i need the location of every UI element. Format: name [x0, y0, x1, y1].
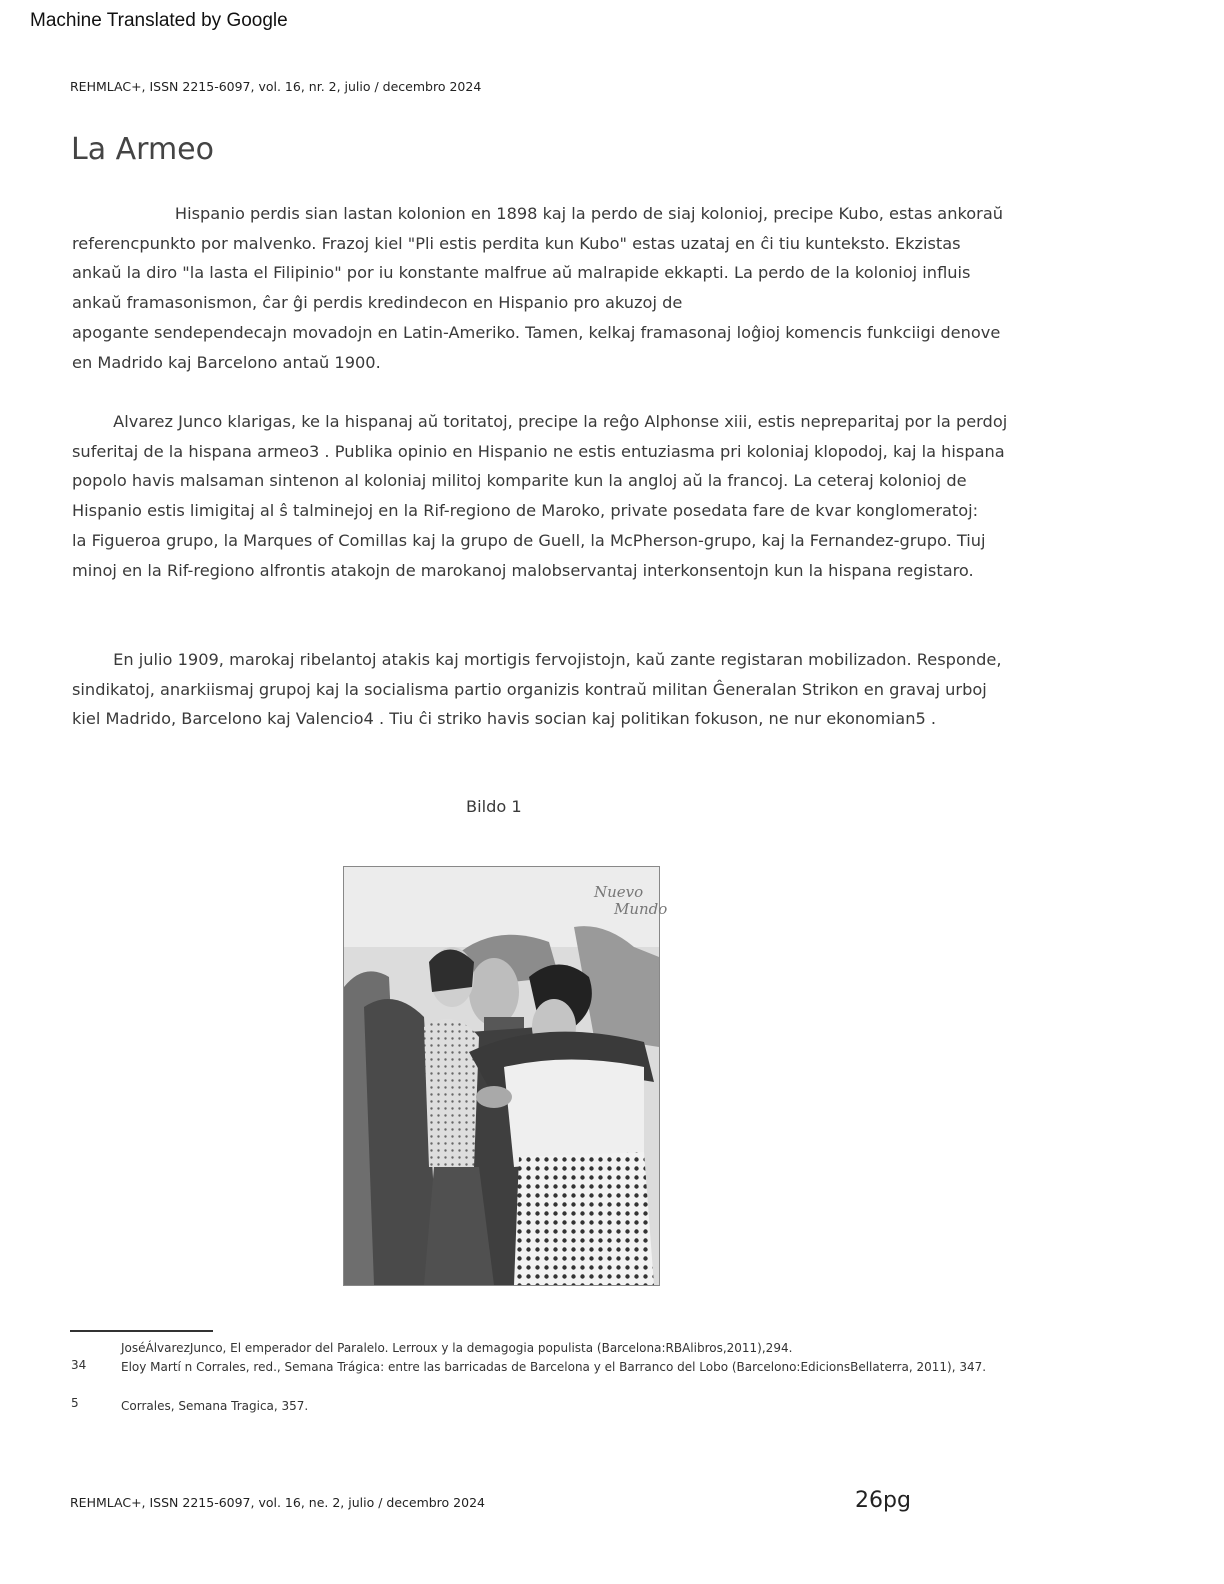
paragraph-line: ankaŭ framasonismon, ĉar ĝi perdis kredindecon en Hispanio pro akuzoj de [72, 293, 683, 313]
footnote-5: Corrales, Semana Tragica, 357. [121, 1399, 309, 1413]
paragraph-line: suferitaj de la hispana armeo3 . Publika opinio en Hispanio ne estis entuziasma pri koloniaj klopodoj, kaj la hispana [72, 441, 1005, 461]
paragraph-1 [72, 199, 1003, 377]
running-footer: REHMLAC+, ISSN 2215-6097, vol. 16, ne. 2, julio / decembro 2024 [70, 1495, 485, 1510]
paragraph-line: apogante sendependecajn movadojn en Latin-Ameriko. Tamen, kelkaj framasonaj loĝioj komencis funkciigi denove [72, 322, 1001, 342]
watermark-line-1: Nuevo [594, 883, 644, 901]
section-title: La Armeo [71, 132, 214, 167]
page-number: 26pg [855, 1488, 911, 1513]
paragraph-line: popolo havis malsaman sintenon al koloniaj militoj komparite kun la angloj aŭ la francoj. La ceteraj kolonioj de [72, 471, 967, 491]
historical-photo [343, 866, 668, 1286]
paragraph-line: minoj en la Rif-regiono alfrontis atakojn de marokanoj malobservantaj interkonsentojn kun la hispana registaro. [72, 560, 974, 580]
paragraph-line: En julio 1909, marokaj ribelantoj atakis kaj mortigis fervojistojn, kaŭ zante registaran mobilizadon. Responde, [72, 650, 1002, 669]
paragraph-line: Hispanio estis limigitaj al ŝ talminejoj en la Rif-regiono de Maroko, private posedata fare de kvar konglomeratoj: [72, 501, 979, 521]
paragraph-3 [72, 645, 1002, 734]
paragraph-line: la Figueroa grupo, la Marques of Comillas kaj la grupo de Guell, la McPherson-grupo, kaj la Fernandez-grupo. Tiuj [72, 530, 986, 550]
figure-caption: Bildo 1 [466, 797, 522, 816]
footnote-divider [70, 1330, 213, 1332]
running-header: REHMLAC+, ISSN 2215-6097, vol. 16, nr. 2, julio / decembro 2024 [70, 79, 482, 94]
paragraph-line: Hispanio perdis sian lastan kolonion en 1898 kaj la perdo de siaj kolonioj, precipe Kubo, estas ankoraŭ [72, 204, 1003, 223]
watermark-line-2: Mundo [614, 900, 668, 918]
paragraph-2 [72, 407, 1008, 585]
machine-translation-banner: Machine Translated by Google [30, 10, 288, 31]
paragraph-line: en Madrido kaj Barcelono antaŭ 1900. [72, 352, 381, 372]
paragraph-line: Alvarez Junco klarigas, ke la hispanaj aŭ toritatoj, precipe la reĝo Alphonse xiii, estis nepreparitaj por la perdoj [72, 412, 1008, 431]
paragraph-line: sindikatoj, anarkiismaj grupoj kaj la socialisma partio organizis kontraŭ militan Ĝeneralan Strikon en gravaj urboj [72, 679, 987, 699]
footnote-number: 5 [71, 1396, 79, 1410]
footnote-4: Eloy Martí n Corrales, red., Semana Trágica: entre las barricadas de Barcelona y el Barranco del Lobo (Barcelono:EdicionsBellaterra, 2011), 347. [121, 1360, 987, 1374]
footnote-3: JoséÁlvarezJunco, El emperador del Paralelo. Lerroux y la demagogia populista (Barcelona:RBAlibros,2011),294. [121, 1341, 793, 1355]
paragraph-line: referencpunkto por malvenko. Frazoj kiel "Pli estis perdita kun Kubo" estas uzataj en ĉi tiu kunteksto. Ekzistas [72, 233, 961, 253]
paragraph-line: ankaŭ la diro "la lasta el Filipinio" por iu konstante malfrue aŭ malrapide ekkapti. La perdo de la kolonioj influis [72, 263, 971, 283]
footnote-number: 34 [71, 1358, 87, 1372]
paragraph-line: kiel Madrido, Barcelono kaj Valencio4 . Tiu ĉi striko havis socian kaj politikan fokuson, ne nur ekonomian5 . [72, 709, 937, 729]
